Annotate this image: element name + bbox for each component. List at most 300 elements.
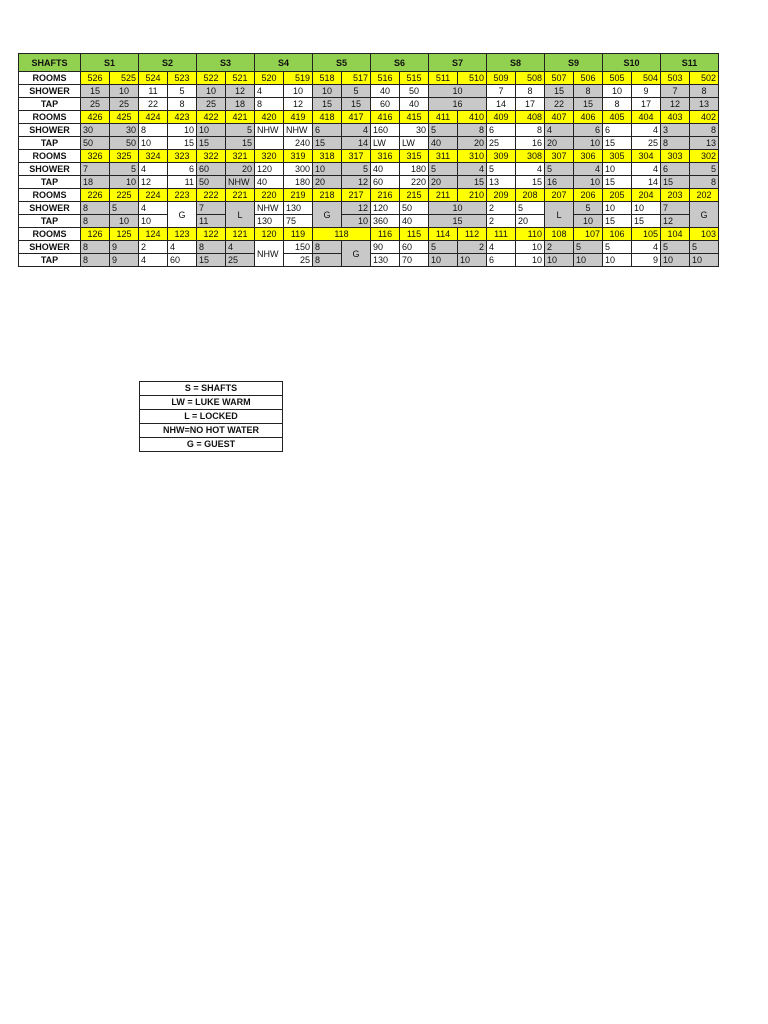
reading-cell-shower: 8: [139, 124, 168, 137]
shaft-room-table: [18, 53, 719, 267]
reading-cell-shower: 50: [400, 85, 429, 98]
reading-cell-tap: 8: [690, 176, 719, 189]
table-row: [19, 163, 719, 176]
room-number-cell: 104: [661, 228, 690, 241]
reading-cell-tap: 12: [139, 176, 168, 189]
reading-cell-tap: 15: [197, 254, 226, 267]
reading-cell-shower: 8: [197, 241, 226, 254]
reading-cell-shower: G: [168, 202, 197, 228]
reading-cell-tap: 17: [516, 98, 545, 111]
reading-cell-shower: 7: [487, 85, 516, 98]
reading-cell-shower: 5: [574, 241, 603, 254]
reading-cell-shower: L: [545, 202, 574, 228]
reading-cell-shower: 8: [313, 241, 342, 254]
reading-cell-shower: 7: [661, 202, 690, 215]
row-label-shower: SHOWER: [19, 85, 81, 98]
reading-cell-shower: 2: [487, 202, 516, 215]
room-number-cell: 302: [690, 150, 719, 163]
row-label-tap: TAP: [19, 215, 81, 228]
reading-cell-shower: 5: [545, 163, 574, 176]
reading-cell-shower: 9: [632, 85, 661, 98]
reading-cell-shower: 5: [110, 202, 139, 215]
room-number-cell: 318: [313, 150, 342, 163]
reading-cell-shower: NHW: [284, 124, 313, 137]
reading-cell-shower: 10: [603, 163, 632, 176]
room-number-cell: 405: [603, 111, 632, 124]
reading-cell-shower: 300: [284, 163, 313, 176]
room-number-cell: 425: [110, 111, 139, 124]
room-number-cell: 407: [545, 111, 574, 124]
row-label-shower: SHOWER: [19, 202, 81, 215]
reading-cell-shower: G: [313, 202, 342, 228]
reading-cell-tap: 20: [458, 137, 487, 150]
reading-cell-tap: 11: [168, 176, 197, 189]
reading-cell-tap: 10: [516, 254, 545, 267]
room-number-cell: 223: [168, 189, 197, 202]
reading-cell-tap: 13: [690, 98, 719, 111]
reading-cell-tap: 10: [458, 254, 487, 267]
room-number-cell: 209: [487, 189, 516, 202]
reading-cell-tap: 12: [342, 176, 371, 189]
reading-cell-shower: 10: [313, 85, 342, 98]
room-number-cell: 320: [255, 150, 284, 163]
room-number-cell: 307: [545, 150, 574, 163]
shaft-header-s6: S6: [371, 54, 429, 72]
shaft-header-s2: S2: [139, 54, 197, 72]
reading-cell-tap: 40: [400, 98, 429, 111]
room-number-cell: 508: [516, 72, 545, 85]
reading-cell-shower: 7: [197, 202, 226, 215]
reading-cell-shower: 6: [487, 124, 516, 137]
reading-cell-tap: 15: [603, 215, 632, 228]
reading-cell-tap: 60: [168, 254, 197, 267]
reading-cell-shower: 120: [371, 202, 400, 215]
reading-cell-tap: 8: [661, 137, 690, 150]
table-row: [19, 189, 719, 202]
reading-cell-shower: L: [226, 202, 255, 228]
room-number-cell: 417: [342, 111, 371, 124]
reading-cell-tap: 50: [110, 137, 139, 150]
reading-cell-shower: 2: [545, 241, 574, 254]
reading-cell-tap: 6: [487, 254, 516, 267]
room-number-cell: 516: [371, 72, 400, 85]
reading-cell-tap: 15: [603, 137, 632, 150]
reading-cell-tap: 18: [81, 176, 110, 189]
room-number-cell: 518: [313, 72, 342, 85]
reading-cell-tap: 15: [342, 98, 371, 111]
reading-cell-tap: 13: [690, 137, 719, 150]
reading-cell-shower: 10: [110, 85, 139, 98]
reading-cell-shower: 30: [81, 124, 110, 137]
room-number-cell: 319: [284, 150, 313, 163]
room-number-cell: 418: [313, 111, 342, 124]
reading-cell-shower: 10: [197, 124, 226, 137]
reading-cell-shower: 10: [603, 85, 632, 98]
reading-cell-shower: 5: [429, 163, 458, 176]
table-row: [19, 111, 719, 124]
table-row: [19, 215, 719, 228]
room-number-cell: 208: [516, 189, 545, 202]
reading-cell-shower: 120: [255, 163, 284, 176]
reading-cell-tap: 10: [139, 137, 168, 150]
room-number-cell: 424: [139, 111, 168, 124]
room-number-cell: 210: [458, 189, 487, 202]
legend-item-shafts: S = SHAFTS: [140, 382, 283, 396]
reading-cell-tap: 50: [197, 176, 226, 189]
shaft-header-s11: S11: [661, 54, 719, 72]
reading-cell-shower: 6: [661, 163, 690, 176]
row-label-rooms: ROOMS: [19, 111, 81, 124]
room-number-cell: 112: [458, 228, 487, 241]
shaft-header-s7: S7: [429, 54, 487, 72]
reading-cell-tap: 360: [371, 215, 400, 228]
room-number-cell: 415: [400, 111, 429, 124]
room-number-cell: 521: [226, 72, 255, 85]
legend-item-no-hot-water: NHW=NO HOT WATER: [140, 424, 283, 438]
reading-cell-tap: 15: [458, 176, 487, 189]
reading-cell-tap: 25: [632, 137, 661, 150]
room-number-cell: 217: [342, 189, 371, 202]
row-label-tap: TAP: [19, 254, 81, 267]
reading-cell-tap: 10: [429, 254, 458, 267]
reading-cell-tap: 13: [487, 176, 516, 189]
reading-cell-tap: 10: [574, 215, 603, 228]
reading-cell-shower: NHW: [255, 241, 284, 267]
reading-cell-tap: 9: [110, 254, 139, 267]
reading-cell-tap: 11: [197, 215, 226, 228]
reading-cell-tap: NHW: [226, 176, 255, 189]
reading-cell-tap: LW: [371, 137, 400, 150]
row-label-rooms: ROOMS: [19, 189, 81, 202]
reading-cell-tap: 22: [139, 98, 168, 111]
legend-item-locked: L = LOCKED: [140, 410, 283, 424]
reading-cell-shower: 5: [168, 85, 197, 98]
reading-cell-shower: 50: [400, 202, 429, 215]
room-number-cell: 403: [661, 111, 690, 124]
row-label-rooms: ROOMS: [19, 150, 81, 163]
reading-cell-shower: 10: [168, 124, 197, 137]
reading-cell-tap: [255, 137, 284, 150]
table-row: [19, 137, 719, 150]
room-number-cell: 309: [487, 150, 516, 163]
room-number-cell: 216: [371, 189, 400, 202]
reading-cell-tap: 10: [661, 254, 690, 267]
reading-cell-shower: 160: [371, 124, 400, 137]
room-number-cell: 310: [458, 150, 487, 163]
room-number-cell: 326: [81, 150, 110, 163]
room-number-cell: 323: [168, 150, 197, 163]
room-number-cell: 119: [284, 228, 313, 241]
reading-cell-tap: 25: [487, 137, 516, 150]
reading-cell-tap: 8: [603, 98, 632, 111]
shaft-header-s9: S9: [545, 54, 603, 72]
reading-cell-tap: 15: [313, 137, 342, 150]
room-number-cell: 507: [545, 72, 574, 85]
shaft-header-s3: S3: [197, 54, 255, 72]
room-number-cell: 406: [574, 111, 603, 124]
room-number-cell: 118: [313, 228, 371, 241]
room-number-cell: 222: [197, 189, 226, 202]
room-number-cell: 224: [139, 189, 168, 202]
reading-cell-shower: NHW: [255, 124, 284, 137]
room-number-cell: 404: [632, 111, 661, 124]
reading-cell-tap: 15: [632, 215, 661, 228]
room-number-cell: 220: [255, 189, 284, 202]
reading-cell-shower: 10: [284, 85, 313, 98]
reading-cell-tap: 10: [574, 176, 603, 189]
reading-cell-shower: 150: [284, 241, 313, 254]
reading-cell-shower: 5: [110, 163, 139, 176]
row-label-tap: TAP: [19, 137, 81, 150]
reading-cell-shower: 5: [574, 202, 603, 215]
shaft-header-s10: S10: [603, 54, 661, 72]
room-number-cell: 203: [661, 189, 690, 202]
room-number-cell: 107: [574, 228, 603, 241]
table-row: [19, 85, 719, 98]
row-label-tap: TAP: [19, 98, 81, 111]
room-number-cell: 305: [603, 150, 632, 163]
reading-cell-tap: 12: [661, 215, 690, 228]
reading-cell-tap: 12: [661, 98, 690, 111]
shafts-header-row: [19, 54, 719, 72]
reading-cell-shower: 7: [661, 85, 690, 98]
reading-cell-shower: 180: [400, 163, 429, 176]
reading-cell-shower: 8: [516, 85, 545, 98]
room-number-cell: 502: [690, 72, 719, 85]
room-number-cell: 526: [81, 72, 110, 85]
room-number-cell: 315: [400, 150, 429, 163]
room-number-cell: 410: [458, 111, 487, 124]
reading-cell-tap: 22: [545, 98, 574, 111]
reading-cell-tap: 50: [81, 137, 110, 150]
reading-cell-tap: 15: [603, 176, 632, 189]
room-number-cell: 325: [110, 150, 139, 163]
room-number-cell: 211: [429, 189, 458, 202]
reading-cell-tap: 10: [574, 254, 603, 267]
room-number-cell: 519: [284, 72, 313, 85]
reading-cell-shower: 4: [226, 241, 255, 254]
reading-cell-tap: 180: [284, 176, 313, 189]
reading-cell-shower: 8: [516, 124, 545, 137]
reading-cell-tap: 25: [284, 254, 313, 267]
shaft-header-s5: S5: [313, 54, 371, 72]
reading-cell-tap: 25: [110, 98, 139, 111]
room-number-cell: 503: [661, 72, 690, 85]
shaft-header-s8: S8: [487, 54, 545, 72]
reading-cell-tap: 25: [81, 98, 110, 111]
shaft-room-table-body: [19, 54, 719, 267]
reading-cell-shower: 40: [371, 163, 400, 176]
room-number-cell: 304: [632, 150, 661, 163]
reading-cell-shower: 8: [574, 85, 603, 98]
room-number-cell: 202: [690, 189, 719, 202]
room-number-cell: 114: [429, 228, 458, 241]
reading-cell-shower: 40: [371, 85, 400, 98]
reading-cell-shower: 8: [81, 241, 110, 254]
room-number-cell: 316: [371, 150, 400, 163]
legend-item-guest: G = GUEST: [140, 438, 283, 452]
reading-cell-shower: 4: [139, 202, 168, 215]
room-number-cell: 420: [255, 111, 284, 124]
reading-cell-shower: 6: [574, 124, 603, 137]
reading-cell-tap: 4: [139, 254, 168, 267]
reading-cell-tap: 15: [661, 176, 690, 189]
room-number-cell: 306: [574, 150, 603, 163]
reading-cell-shower: 4: [632, 124, 661, 137]
reading-cell-shower: 8: [690, 85, 719, 98]
shafts-header-label: SHAFTS: [19, 54, 81, 72]
room-number-cell: 411: [429, 111, 458, 124]
reading-cell-shower: 5: [342, 163, 371, 176]
room-number-cell: 308: [516, 150, 545, 163]
reading-cell-shower: 4: [487, 241, 516, 254]
reading-cell-shower: 10: [429, 202, 487, 215]
reading-cell-tap: 40: [429, 137, 458, 150]
reading-cell-tap: 15: [574, 98, 603, 111]
reading-cell-tap: 14: [487, 98, 516, 111]
reading-cell-tap: 40: [400, 215, 429, 228]
reading-cell-shower: 3: [661, 124, 690, 137]
reading-cell-tap: 10: [690, 254, 719, 267]
room-number-cell: 421: [226, 111, 255, 124]
reading-cell-tap: 60: [371, 176, 400, 189]
table-row: [19, 176, 719, 189]
room-number-cell: 523: [168, 72, 197, 85]
room-number-cell: 204: [632, 189, 661, 202]
room-number-cell: 524: [139, 72, 168, 85]
room-number-cell: 517: [342, 72, 371, 85]
reading-cell-shower: 5: [603, 241, 632, 254]
reading-cell-shower: 30: [400, 124, 429, 137]
row-label-tap: TAP: [19, 176, 81, 189]
reading-cell-shower: 4: [516, 163, 545, 176]
reading-cell-shower: 7: [81, 163, 110, 176]
room-number-cell: 111: [487, 228, 516, 241]
reading-cell-tap: LW: [400, 137, 429, 150]
reading-cell-tap: 20: [545, 137, 574, 150]
room-number-cell: 105: [632, 228, 661, 241]
reading-cell-shower: 12: [342, 202, 371, 215]
reading-cell-tap: 130: [371, 254, 400, 267]
room-number-cell: 409: [487, 111, 516, 124]
reading-cell-tap: 14: [632, 176, 661, 189]
reading-cell-shower: 4: [458, 163, 487, 176]
reading-cell-tap: 8: [313, 254, 342, 267]
reading-cell-shower: 12: [226, 85, 255, 98]
room-number-cell: 106: [603, 228, 632, 241]
reading-cell-shower: 4: [168, 241, 197, 254]
room-number-cell: 423: [168, 111, 197, 124]
reading-cell-tap: 10: [110, 176, 139, 189]
reading-cell-shower: 2: [458, 241, 487, 254]
reading-cell-shower: NHW: [255, 202, 284, 215]
reading-cell-tap: 220: [400, 176, 429, 189]
reading-cell-shower: 11: [139, 85, 168, 98]
reading-cell-shower: 6: [603, 124, 632, 137]
reading-cell-shower: 6: [313, 124, 342, 137]
row-label-shower: SHOWER: [19, 163, 81, 176]
reading-cell-tap: 130: [255, 215, 284, 228]
reading-cell-shower: G: [342, 241, 371, 267]
reading-cell-shower: 5: [516, 202, 545, 215]
room-number-cell: 215: [400, 189, 429, 202]
room-number-cell: 311: [429, 150, 458, 163]
table-row: [19, 72, 719, 85]
reading-cell-shower: 10: [603, 202, 632, 215]
reading-cell-shower: 8: [690, 124, 719, 137]
room-number-cell: 207: [545, 189, 574, 202]
reading-cell-shower: 5: [661, 241, 690, 254]
reading-cell-tap: 10: [574, 137, 603, 150]
room-number-cell: 515: [400, 72, 429, 85]
shaft-header-s1: S1: [81, 54, 139, 72]
reading-cell-shower: 30: [110, 124, 139, 137]
reading-cell-shower: 4: [545, 124, 574, 137]
table-row: [19, 228, 719, 241]
room-number-cell: 522: [197, 72, 226, 85]
room-number-cell: 124: [139, 228, 168, 241]
reading-cell-shower: 8: [81, 202, 110, 215]
reading-cell-tap: 70: [400, 254, 429, 267]
room-number-cell: 103: [690, 228, 719, 241]
reading-cell-tap: 10: [110, 215, 139, 228]
reading-cell-tap: 240: [284, 137, 313, 150]
room-number-cell: 121: [226, 228, 255, 241]
reading-cell-shower: 4: [139, 163, 168, 176]
reading-cell-tap: 9: [632, 254, 661, 267]
room-number-cell: 303: [661, 150, 690, 163]
room-number-cell: 110: [516, 228, 545, 241]
room-number-cell: 116: [371, 228, 400, 241]
reading-cell-tap: 25: [226, 254, 255, 267]
room-number-cell: 525: [110, 72, 139, 85]
row-label-shower: SHOWER: [19, 241, 81, 254]
room-number-cell: 206: [574, 189, 603, 202]
room-number-cell: 419: [284, 111, 313, 124]
room-number-cell: 226: [81, 189, 110, 202]
room-number-cell: 123: [168, 228, 197, 241]
reading-cell-tap: 20: [516, 215, 545, 228]
row-label-shower: SHOWER: [19, 124, 81, 137]
reading-cell-shower: 8: [458, 124, 487, 137]
reading-cell-shower: 90: [371, 241, 400, 254]
reading-cell-tap: 14: [342, 137, 371, 150]
reading-cell-shower: 5: [429, 241, 458, 254]
reading-cell-shower: 5: [226, 124, 255, 137]
reading-cell-shower: 60: [197, 163, 226, 176]
reading-cell-shower: 5: [342, 85, 371, 98]
table-row: [19, 150, 719, 163]
room-number-cell: 115: [400, 228, 429, 241]
room-number-cell: 126: [81, 228, 110, 241]
table-row: [19, 124, 719, 137]
reading-cell-tap: 15: [168, 137, 197, 150]
reading-cell-shower: 15: [81, 85, 110, 98]
room-number-cell: 504: [632, 72, 661, 85]
row-label-rooms: ROOMS: [19, 228, 81, 241]
reading-cell-tap: 17: [632, 98, 661, 111]
reading-cell-shower: 10: [197, 85, 226, 98]
room-number-cell: 205: [603, 189, 632, 202]
reading-cell-shower: 10: [516, 241, 545, 254]
reading-cell-shower: 2: [139, 241, 168, 254]
row-label-rooms: ROOMS: [19, 72, 81, 85]
reading-cell-tap: 20: [313, 176, 342, 189]
reading-cell-tap: 10: [342, 215, 371, 228]
table-row: [19, 241, 719, 254]
table-row: [19, 202, 719, 215]
reading-cell-shower: 9: [110, 241, 139, 254]
